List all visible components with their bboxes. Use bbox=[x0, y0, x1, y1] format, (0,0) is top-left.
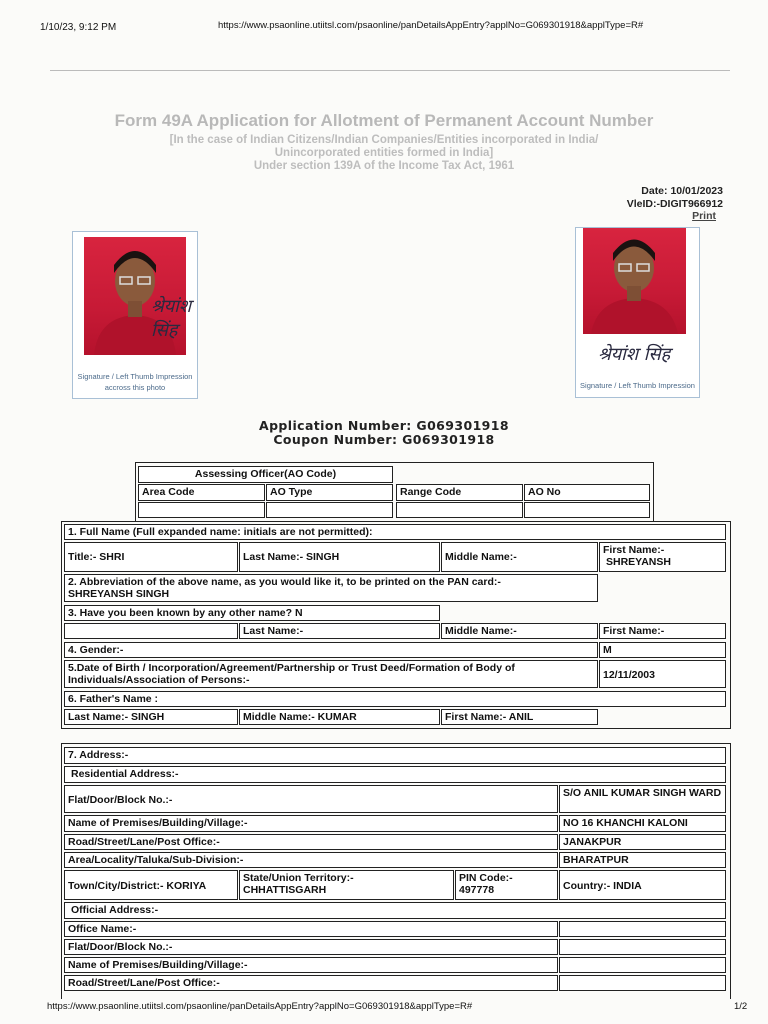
left-photo-caption: Signature / Left Thumb Impression accross this photo bbox=[77, 372, 193, 392]
first-name-label: First Name:- bbox=[603, 544, 665, 556]
ao-range-code-value bbox=[396, 502, 523, 518]
dob-value: 12/11/2003 bbox=[599, 660, 726, 688]
res-pin bbox=[455, 870, 558, 900]
ao-type-value bbox=[266, 502, 393, 518]
off-premises-value bbox=[559, 957, 726, 973]
footer-url: https://www.psaonline.utiitsl.com/psaonline/panDetailsAppEntry?applNo=G069301918&applType=R# bbox=[47, 1001, 473, 1012]
coupon-number: Coupon Number: G069301918 bbox=[273, 432, 495, 447]
other-middle-name: Middle Name:- bbox=[441, 623, 598, 639]
res-flat-value: S/O ANIL KUMAR SINGH WARD bbox=[559, 785, 726, 813]
right-photo-box bbox=[575, 227, 700, 398]
other-first-name: First Name:- bbox=[599, 623, 726, 639]
middle-name-label: Middle Name:- bbox=[445, 551, 517, 563]
off-office-name-label: Office Name:- bbox=[64, 921, 558, 937]
off-premises-label: Name of Premises/Building/Village:- bbox=[64, 957, 558, 973]
ao-no-label: AO No bbox=[524, 484, 650, 501]
ao-range-code-label: Range Code bbox=[396, 484, 523, 501]
abbreviation-value: SHREYANSH SINGH bbox=[68, 588, 170, 600]
first-name-value: SHREYANSH bbox=[606, 556, 671, 568]
pin-label: PIN Code:- bbox=[459, 872, 513, 884]
off-office-name-value bbox=[559, 921, 726, 937]
section-6-father: 6. Father's Name : bbox=[64, 691, 726, 707]
res-road-label: Road/Street/Lane/Post Office:- bbox=[64, 834, 558, 850]
form-title: Form 49A Application for Allotment of Permanent Account Number bbox=[114, 111, 654, 130]
res-country: Country:- INDIA bbox=[559, 870, 726, 900]
father-last-name: Last Name:- SINGH bbox=[64, 709, 238, 725]
other-title-field bbox=[64, 623, 238, 639]
father-middle-name: Middle Name:- KUMAR bbox=[239, 709, 440, 725]
father-first-name: First Name:- ANIL bbox=[441, 709, 598, 725]
other-last-name: Last Name:- bbox=[239, 623, 440, 639]
form-subtitle-1: [In the case of Indian Citizens/Indian Companies/Entities incorporated in India/ bbox=[169, 134, 599, 146]
res-state bbox=[239, 870, 454, 900]
state-label: State/Union Territory:- bbox=[243, 872, 354, 884]
ao-area-code-value bbox=[138, 502, 265, 518]
official-heading: Official Address:- bbox=[64, 902, 726, 919]
res-premises-value: NO 16 KHANCHI KALONI bbox=[559, 815, 726, 832]
gender-value: M bbox=[599, 642, 726, 658]
off-road-label: Road/Street/Lane/Post Office:- bbox=[64, 975, 558, 991]
off-flat-label: Flat/Door/Block No.:- bbox=[64, 939, 558, 955]
section-2-abbreviation bbox=[64, 574, 598, 602]
pin-value: 497778 bbox=[459, 884, 495, 896]
section-5-dob: 5.Date of Birth / Incorporation/Agreement/Partnership or Trust Deed/Formation of Body of Individuals/Association of Persons:- bbox=[64, 660, 598, 688]
left-photo-box bbox=[72, 231, 198, 399]
person-icon bbox=[583, 228, 686, 334]
ao-no-value bbox=[524, 502, 650, 518]
residential-heading: Residential Address:- bbox=[64, 766, 726, 783]
page-number: 1/2 bbox=[734, 1001, 748, 1012]
signature-right: श्रेयांश सिंह bbox=[598, 344, 671, 365]
divider bbox=[50, 70, 730, 71]
res-area-label: Area/Locality/Taluka/Sub-Division:- bbox=[64, 852, 558, 868]
section-2-heading: 2. Abbreviation of the above name, as you would like it, to be printed on the PAN card:- bbox=[68, 576, 501, 588]
print-link[interactable]: Print bbox=[692, 210, 716, 222]
signature-left: श्रेयांश सिंह bbox=[151, 296, 192, 341]
print-datetime: 1/10/23, 9:12 PM bbox=[40, 22, 117, 33]
first-name-field bbox=[599, 542, 726, 572]
form-subtitle-2: Unincorporated entities formed in India] bbox=[274, 147, 494, 159]
application-number: Application Number: G069301918 bbox=[259, 418, 509, 433]
state-value: CHHATTISGARH bbox=[243, 884, 327, 896]
res-town: Town/City/District:- KORIYA bbox=[64, 870, 238, 900]
off-flat-value bbox=[559, 939, 726, 955]
form-date: Date: 10/01/2023 bbox=[641, 185, 723, 197]
res-flat-label: Flat/Door/Block No.:- bbox=[64, 785, 558, 813]
title-field: Title:- SHRI bbox=[64, 542, 238, 572]
page-url: https://www.psaonline.utiitsl.com/psaonline/panDetailsAppEntry?applNo=G069301918&applType=R# bbox=[218, 20, 644, 31]
ao-area-code-label: Area Code bbox=[138, 484, 265, 501]
res-area-value: BHARATPUR bbox=[559, 852, 726, 868]
form-subtitle-3: Under section 139A of the Income Tax Act, 1961 bbox=[253, 160, 515, 172]
applicant-photo-right bbox=[583, 228, 686, 334]
section-4-gender: 4. Gender:- bbox=[64, 642, 598, 658]
off-road-value bbox=[559, 975, 726, 991]
right-photo-caption: Signature / Left Thumb Impression bbox=[580, 381, 695, 390]
last-name-field: Last Name:- SINGH bbox=[239, 542, 440, 572]
res-premises-label: Name of Premises/Building/Village:- bbox=[64, 815, 558, 832]
vle-id: VleID:-DIGIT966912 bbox=[626, 198, 723, 210]
res-road-value: JANAKPUR bbox=[559, 834, 726, 850]
section-3-heading: 3. Have you been known by any other name? N bbox=[64, 605, 440, 621]
section-1-heading: 1. Full Name (Full expanded name: initials are not permitted): bbox=[64, 524, 726, 540]
section-7-heading: 7. Address:- bbox=[64, 747, 726, 764]
ao-header: Assessing Officer(AO Code) bbox=[138, 466, 393, 483]
ao-type-label: AO Type bbox=[266, 484, 393, 501]
middle-name-field bbox=[441, 542, 598, 572]
